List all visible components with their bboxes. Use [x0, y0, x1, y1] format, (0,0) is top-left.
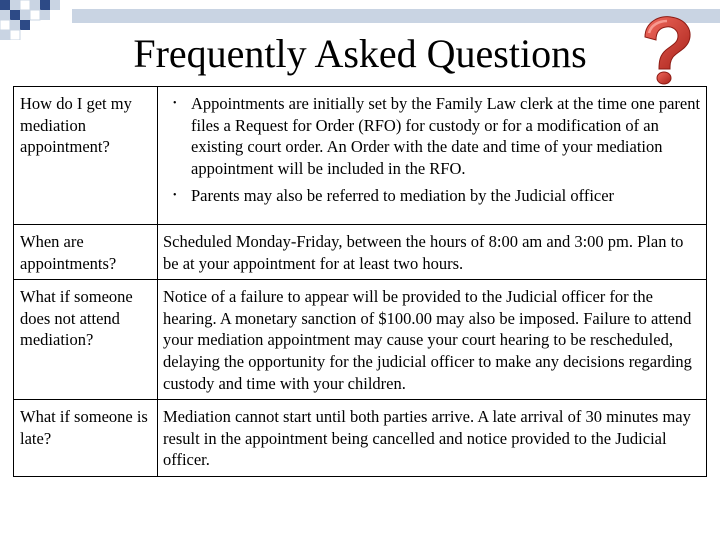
question-mark-icon	[633, 15, 699, 87]
question-cell: How do I get my mediation appointment?	[14, 87, 158, 225]
answer-cell: Notice of a failure to appear will be provided to the Judicial officer for the hearing. A monetary sanction of $100.00 may also be imposed. Failure to attend your mediation appointment may cause your court hearing to be rescheduled, delaying the opportunity for the judicial officer to make any decisions regarding custody and time with your children.	[158, 280, 707, 400]
question-cell: What if someone is late?	[14, 400, 158, 477]
table-row	[14, 400, 707, 477]
table-row	[14, 224, 707, 279]
faq-table	[13, 86, 707, 477]
answer-cell: Scheduled Monday-Friday, between the hours of 8:00 am and 3:00 pm. Plan to be at your appointment for at least two hours.	[158, 224, 707, 279]
list-item	[163, 185, 702, 207]
header-stripe	[72, 9, 720, 23]
table-row	[14, 87, 707, 225]
answer-cell: Mediation cannot start until both parties arrive. A late arrival of 30 minutes may result in the appointment being cancelled and notice provided to the Judicial officer.	[158, 400, 707, 477]
bullet-text: Parents may also be referred to mediation by the Judicial officer	[191, 186, 615, 206]
question-cell: When are appointments?	[14, 224, 158, 279]
answer-cell	[158, 87, 707, 225]
bullet-icon: •	[173, 98, 177, 109]
answer-bullet-list	[163, 93, 702, 207]
table-row	[14, 280, 707, 400]
bullet-text: Appointments are initially set by the Family Law clerk at the time one parent files a Request for Order (RFO) for custody or for a modification of an existing court order. An Order with the date and time of your mediation appointment will be included in the RFO.	[191, 94, 701, 178]
question-cell: What if someone does not attend mediation?	[14, 280, 158, 400]
list-item	[163, 93, 702, 179]
page-title: Frequently Asked Questions	[133, 31, 587, 76]
bullet-icon: •	[173, 190, 177, 202]
